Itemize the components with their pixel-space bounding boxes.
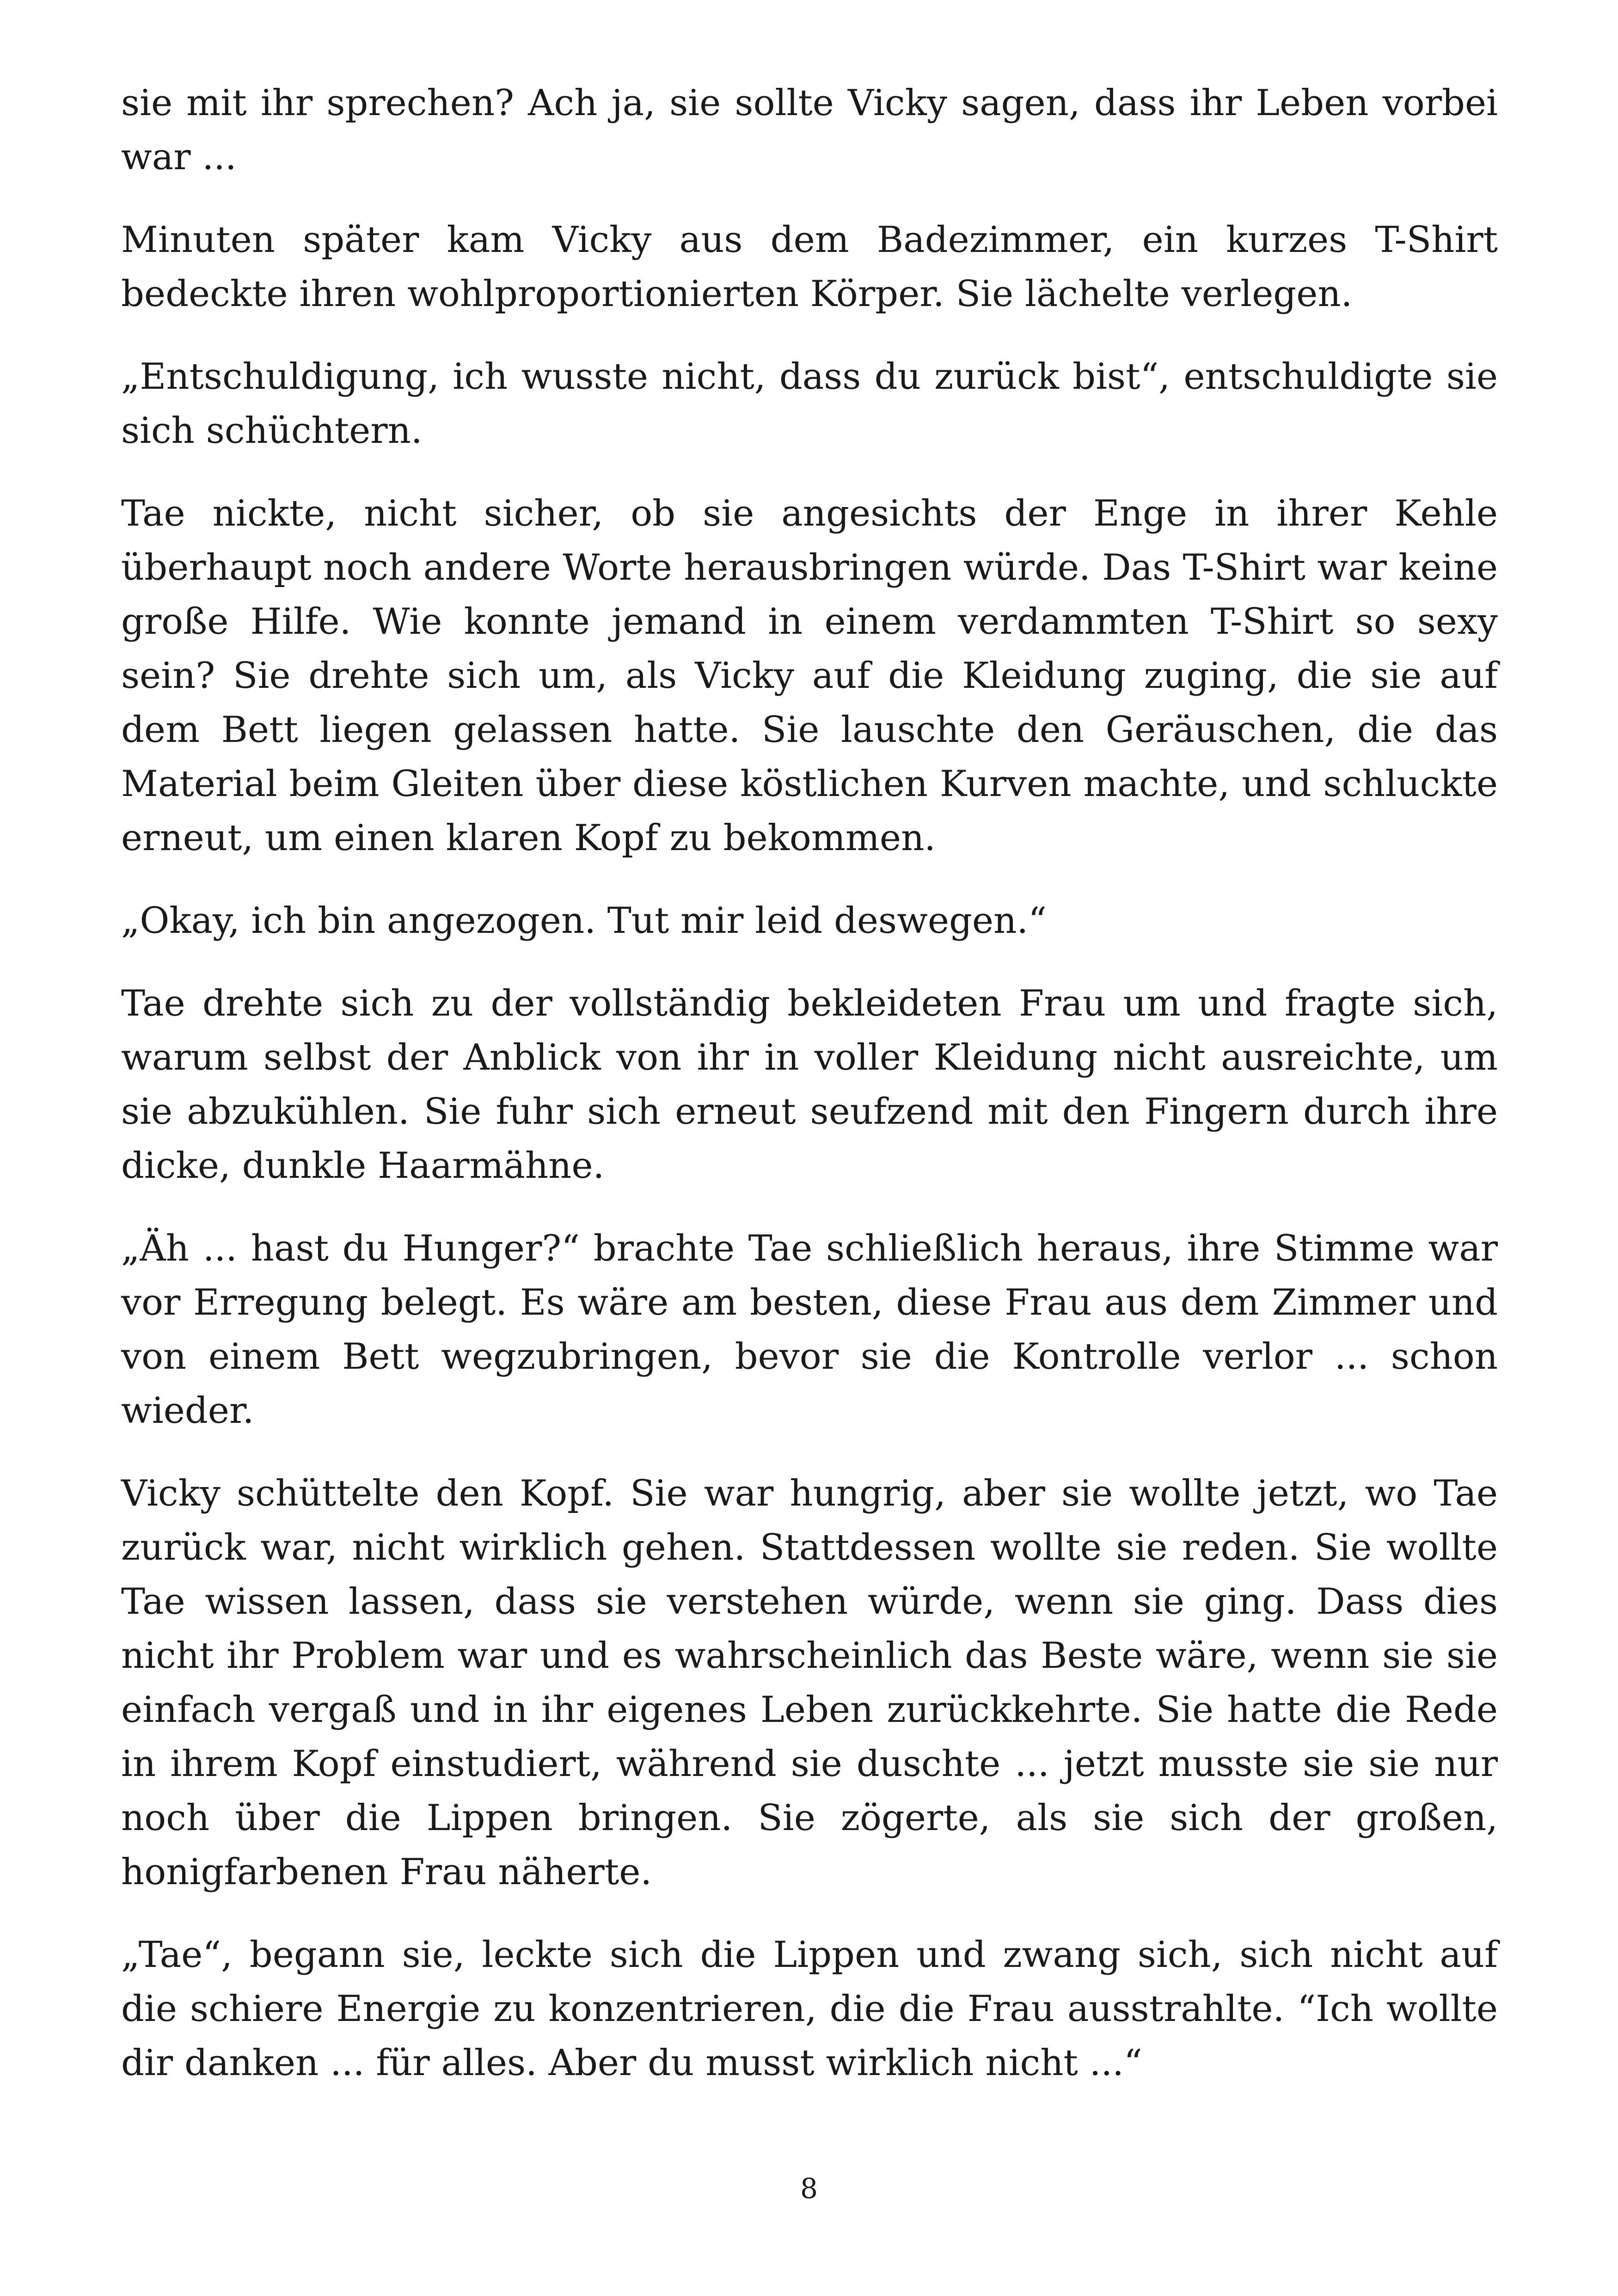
- paragraph: Tae nickte, nicht sicher, ob sie angesichts der Enge in ihrer Kehle überhaupt noch andere Worte herausbringen würde. Das T-Shirt war keine große Hilfe. Wie konnte jemand in einem verdammten T-Shirt so sexy sein? Sie drehte sich um, als Vicky auf die Kleidung zuging, die sie auf dem Bett liegen gelassen hatte. Sie lauschte den Geräuschen, die das Material beim Gleiten über diese köstlichen Kurven machte, und schluckte erneut, um einen klaren Kopf zu bekommen.: [121, 493, 1498, 859]
- paragraph: Vicky schüttelte den Kopf. Sie war hungrig, aber sie wollte jetzt, wo Tae zurück war, nicht wirklich gehen. Stattdessen wollte sie reden. Sie wollte Tae wissen lassen, dass sie verstehen würde, wenn sie ging. Dass dies nicht ihr Problem war und es wahrscheinlich das Beste wäre, wenn sie sie einfach vergaß und in ihr eigenes Leben zurückkehrte. Sie hatte die Rede in ihrem Kopf einstudiert, während sie duschte ... jetzt musste sie sie nur noch über die Lippen bringen. Sie zögerte, als sie sich der großen, honigfarbenen Frau näherte.: [121, 1473, 1498, 1893]
- body-text: [121, 76, 1498, 2119]
- paragraph: Minuten später kam Vicky aus dem Badezimmer, ein kurzes T-Shirt bedeckte ihren wohlproportionierten Körper. Sie lächelte verlegen.: [121, 219, 1498, 315]
- paragraph: „Äh ... hast du Hunger?“ brachte Tae schließlich heraus, ihre Stimme war vor Erregung belegt. Es wäre am besten, diese Frau aus dem Zimmer und von einem Bett wegzubringen, bevor sie die Kontrolle verlor ... schon wieder.: [121, 1228, 1498, 1432]
- paragraph: sie mit ihr sprechen? Ach ja, sie sollte Vicky sagen, dass ihr Leben vorbei war ...: [121, 82, 1498, 178]
- paragraph: „Okay, ich bin angezogen. Tut mir leid deswegen.“: [121, 900, 1047, 942]
- paragraph: Tae drehte sich zu der vollständig bekleideten Frau um und fragte sich, warum selbst der Anblick von ihr in voller Kleidung nicht ausreichte, um sie abzukühlen. Sie fuhr sich erneut seufzend mit den Fingern durch ihre dicke, dunkle Haarmähne.: [121, 983, 1498, 1187]
- paragraph: „Entschuldigung, ich wusste nicht, dass du zurück bist“, entschuldigte sie sich schüchtern.: [121, 356, 1498, 452]
- paragraph: „Tae“, begann sie, leckte sich die Lippen und zwang sich, sich nicht auf die schiere Energie zu konzentrieren, die die Frau ausstrahlte. “Ich wollte dir danken ... für alles. Aber du musst wirklich nicht ...“: [121, 1934, 1498, 2084]
- page-number: 8: [800, 2173, 818, 2205]
